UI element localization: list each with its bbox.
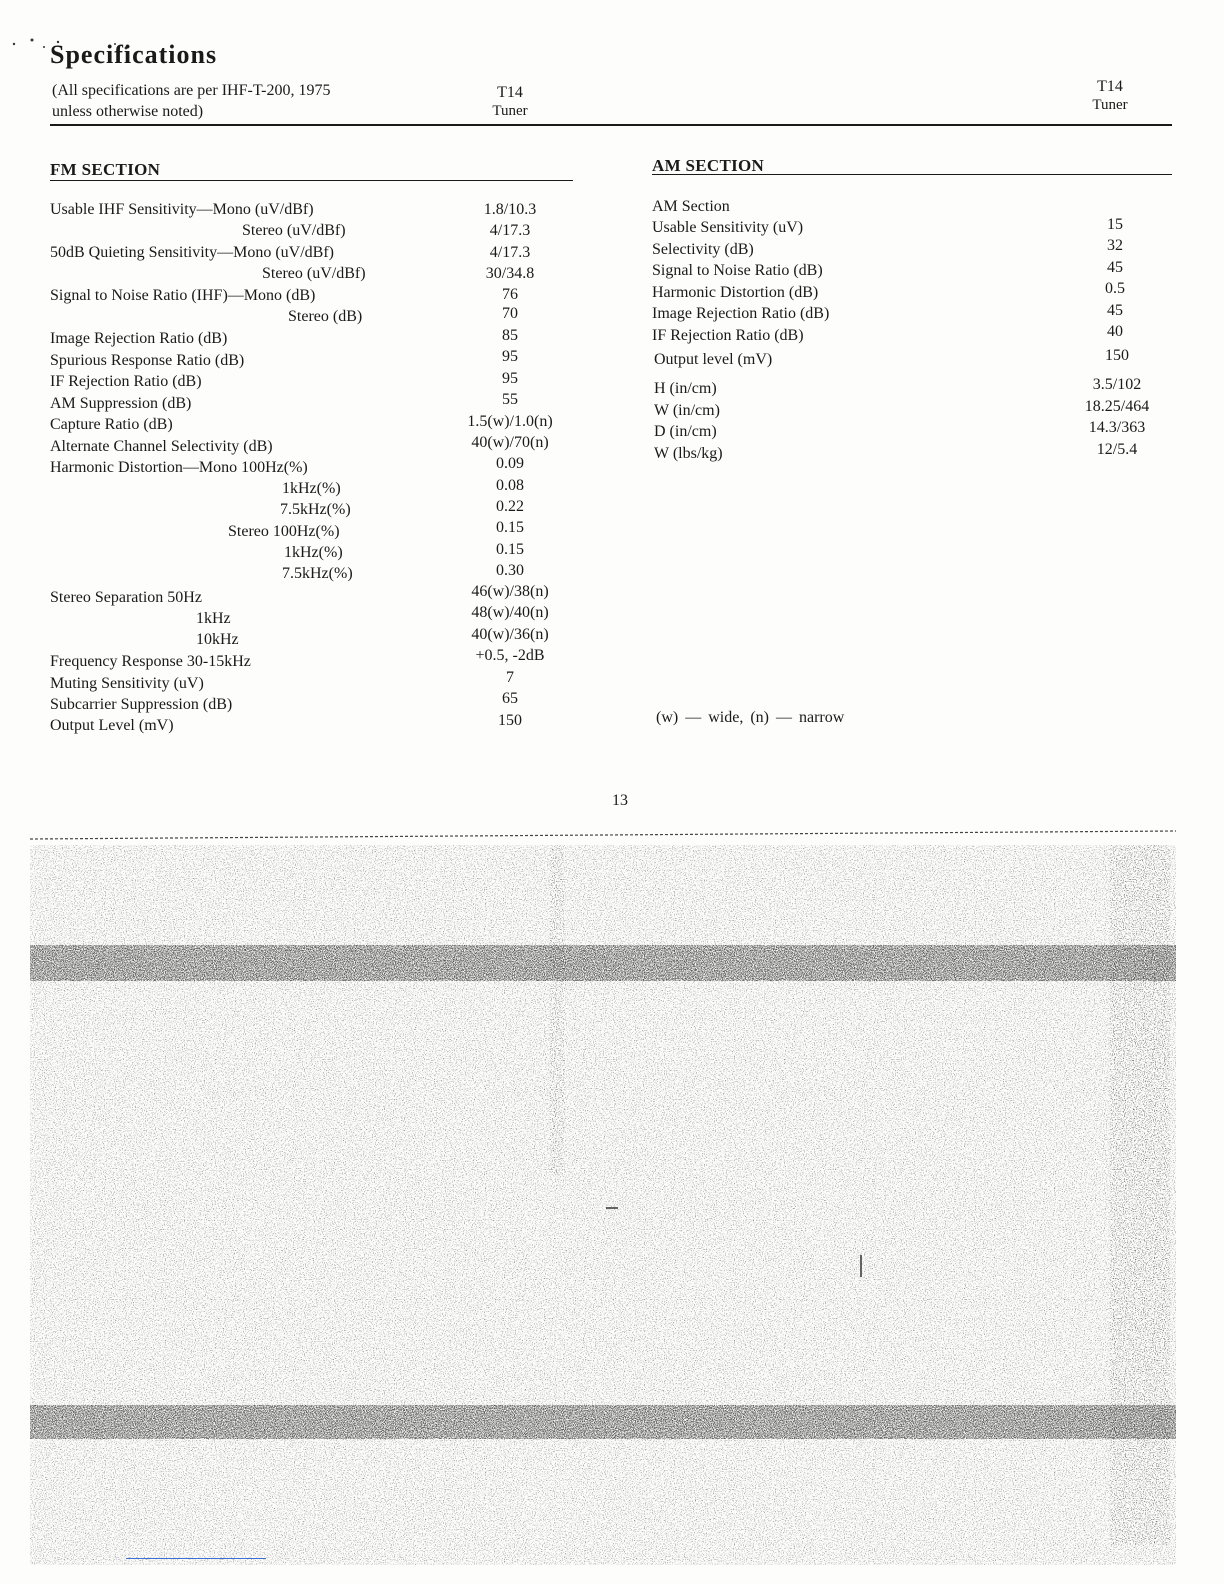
fm-model: T14 xyxy=(497,84,523,101)
fm-label: 10kHz xyxy=(196,631,239,648)
fm-value: 70 xyxy=(502,305,518,322)
fm-label: 1kHz(%) xyxy=(284,544,343,561)
fm-section-rule xyxy=(50,180,573,181)
spec-note xyxy=(52,80,330,122)
fm-label: 7.5kHz(%) xyxy=(282,565,353,582)
fm-label: IF Rejection Ratio (dB) xyxy=(50,373,202,390)
am-label: D (in/cm) xyxy=(654,423,717,440)
am-label: IF Rejection Ratio (dB) xyxy=(652,327,804,344)
fm-label: Stereo (dB) xyxy=(288,308,363,325)
am-section-rule xyxy=(652,174,1172,175)
fm-value: 76 xyxy=(502,286,518,303)
fm-label: Frequency Response 30-15kHz xyxy=(50,653,251,670)
fm-label: 50dB Quieting Sensitivity—Mono (uV/dBf) xyxy=(50,244,334,261)
fm-label: Image Rejection Ratio (dB) xyxy=(50,330,228,347)
fm-value: 1.5(w)/1.0(n) xyxy=(467,413,553,430)
fm-label: Output Level (mV) xyxy=(50,717,174,734)
fm-value: 55 xyxy=(502,391,518,408)
am-type: Tuner xyxy=(1092,97,1128,113)
width-legend: (w) — wide, (n) — narrow xyxy=(656,709,845,726)
fm-value: 95 xyxy=(502,348,518,365)
am-value: 14.3/363 xyxy=(1088,419,1146,436)
am-value: 45 xyxy=(1107,302,1123,319)
fm-label: 1kHz(%) xyxy=(282,480,341,497)
fm-label: Usable IHF Sensitivity—Mono (uV/dBf) xyxy=(50,201,314,218)
am-label: Signal to Noise Ratio (dB) xyxy=(652,262,823,279)
am-label: AM Section xyxy=(652,198,730,215)
fm-value: 0.22 xyxy=(496,498,524,515)
am-column-header xyxy=(1070,78,1150,114)
fm-label: Muting Sensitivity (uV) xyxy=(50,675,204,692)
fm-section-title: FM SECTION xyxy=(50,160,161,179)
fm-value: 95 xyxy=(502,370,518,387)
am-label: Usable Sensitivity (uV) xyxy=(652,219,804,236)
page-number: 13 xyxy=(612,792,628,809)
am-value: 40 xyxy=(1107,323,1123,340)
fm-value: 150 xyxy=(498,712,522,729)
am-value: 0.5 xyxy=(1105,280,1125,297)
fm-value: 4/17.3 xyxy=(489,244,531,261)
fm-value: 0.30 xyxy=(496,562,524,579)
fm-value: 40(w)/36(n) xyxy=(471,626,549,643)
fm-label: Harmonic Distortion—Mono 100Hz(%) xyxy=(50,459,308,476)
page-title-cut: Specifications xyxy=(50,40,218,69)
fm-value: 0.15 xyxy=(496,541,524,558)
am-label: Harmonic Distortion (dB) xyxy=(652,284,819,301)
fm-type: Tuner xyxy=(492,103,528,119)
fm-column-header xyxy=(470,84,550,120)
fm-label: AM Suppression (dB) xyxy=(50,395,192,412)
am-value: 12/5.4 xyxy=(1096,441,1138,458)
fm-value: 85 xyxy=(502,327,518,344)
fm-label: Spurious Response Ratio (dB) xyxy=(50,352,245,369)
fm-value: 4/17.3 xyxy=(489,222,531,239)
fm-label: Alternate Channel Selectivity (dB) xyxy=(50,438,273,455)
fm-value: 7 xyxy=(506,669,514,686)
am-value: 32 xyxy=(1107,237,1123,254)
am-section-title: AM SECTION xyxy=(652,156,765,175)
fm-label: Stereo (uV/dBf) xyxy=(262,265,366,282)
fm-label: 7.5kHz(%) xyxy=(280,501,351,518)
am-value: 3.5/102 xyxy=(1092,376,1142,393)
am-value: 150 xyxy=(1105,347,1129,364)
am-value: 18.25/464 xyxy=(1084,398,1150,415)
fm-value: 48(w)/40(n) xyxy=(471,604,549,621)
am-label: Image Rejection Ratio (dB) xyxy=(652,305,830,322)
blue-underline xyxy=(126,1558,266,1559)
fm-label: Stereo 100Hz(%) xyxy=(228,523,340,540)
fm-label: Capture Ratio (dB) xyxy=(50,416,173,433)
fm-value: 0.08 xyxy=(496,477,524,494)
header-rule xyxy=(50,124,1172,126)
spec-note-line2: unless otherwise noted) xyxy=(52,103,204,120)
spec-note-line1: (All specifications are per IHF-T-200, 1975 xyxy=(52,82,331,99)
fm-value: +0.5, -2dB xyxy=(475,647,545,664)
am-label: Output level (mV) xyxy=(654,351,773,368)
fm-label: Signal to Noise Ratio (IHF)—Mono (dB) xyxy=(50,287,316,304)
fm-value: 65 xyxy=(502,690,518,707)
fm-value: 1.8/10.3 xyxy=(483,201,537,218)
fm-label: Stereo (uV/dBf) xyxy=(242,222,346,239)
fm-label: 1kHz xyxy=(196,610,231,627)
scan-noise-area xyxy=(30,825,1176,1570)
fm-value: 30/34.8 xyxy=(485,265,535,282)
fm-value: 0.15 xyxy=(496,519,524,536)
fm-label: Stereo Separation 50Hz xyxy=(50,589,202,606)
fm-value: 40(w)/70(n) xyxy=(471,434,549,451)
am-label: Selectivity (dB) xyxy=(652,241,754,258)
am-value: 15 xyxy=(1107,216,1123,233)
fm-value: 0.09 xyxy=(496,455,524,472)
am-label: H (in/cm) xyxy=(654,380,717,397)
am-label: W (lbs/kg) xyxy=(654,445,723,462)
am-label: W (in/cm) xyxy=(654,402,720,419)
fm-label: Subcarrier Suppression (dB) xyxy=(50,696,233,713)
am-model: T14 xyxy=(1097,78,1123,95)
fm-value: 46(w)/38(n) xyxy=(471,583,549,600)
am-value: 45 xyxy=(1107,259,1123,276)
